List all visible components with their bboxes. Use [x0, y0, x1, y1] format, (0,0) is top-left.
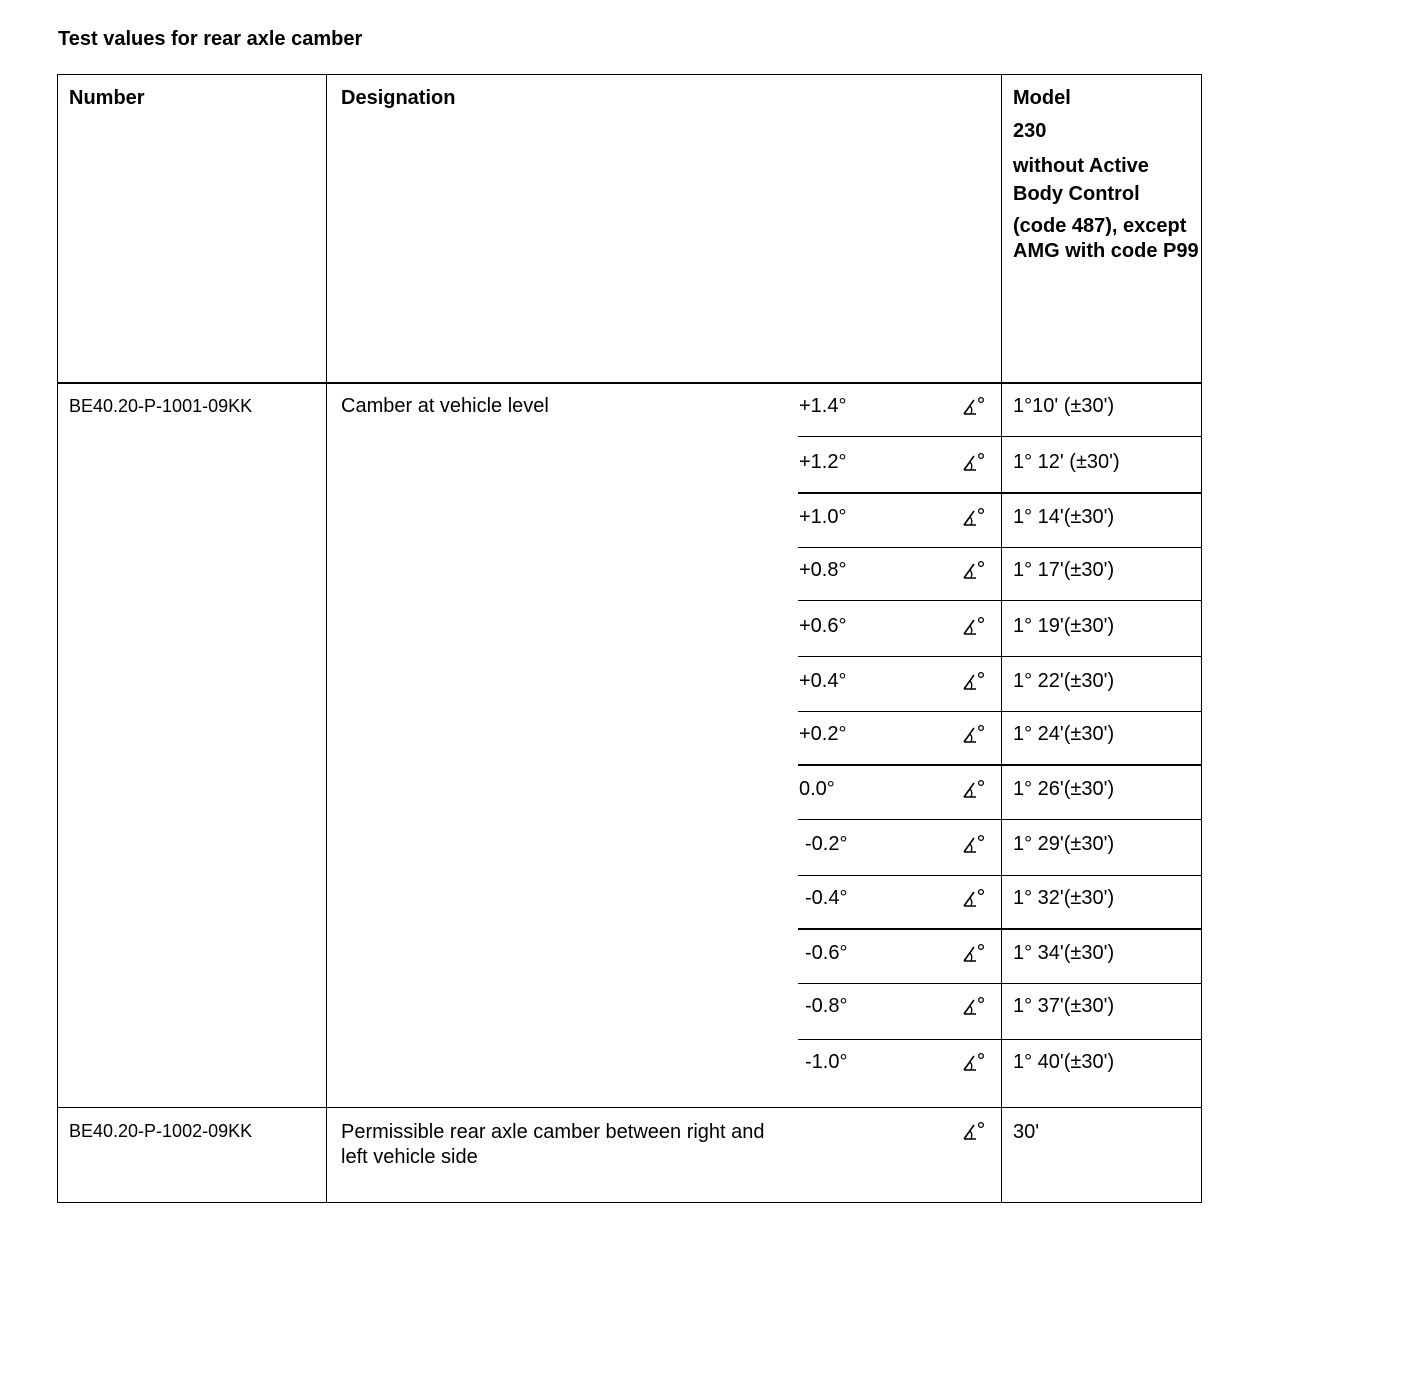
angle-degree-icon: [961, 506, 987, 528]
value-row-divider: [798, 492, 1202, 494]
value-row-divider: [798, 983, 1202, 984]
row-divider: [57, 1107, 1202, 1108]
camber-value: 1° 29'(±30'): [1013, 833, 1115, 855]
camber-value: 1° 17'(±30'): [1013, 559, 1115, 581]
value-row-divider: [798, 547, 1202, 548]
value-row-divider: [798, 656, 1202, 657]
camber-value: 1° 12' (±30'): [1013, 451, 1120, 473]
vehicle-level-value: -0.8°: [805, 995, 848, 1017]
angle-degree-icon: [961, 942, 987, 964]
angle-degree-icon: [961, 887, 987, 909]
camber-value: 1° 14'(±30'): [1013, 506, 1115, 528]
header-model-line1: without Active Body Control: [1013, 155, 1149, 205]
value-row-divider: [798, 436, 1202, 437]
angle-degree-icon: [961, 615, 987, 637]
camber-value: 1° 34'(±30'): [1013, 942, 1115, 964]
angle-degree-icon: [961, 395, 987, 417]
vehicle-level-value: +0.2°: [799, 723, 847, 745]
value-row-divider: [798, 711, 1202, 712]
camber-value: 1° 37'(±30'): [1013, 995, 1115, 1017]
header-model-code: 230: [1013, 120, 1047, 142]
angle-degree-icon: [961, 451, 987, 473]
vehicle-level-value: -0.4°: [805, 887, 848, 909]
camber-value: 1°10' (±30'): [1013, 395, 1115, 417]
angle-degree-icon: [961, 1120, 987, 1142]
camber-value: 1° 19'(±30'): [1013, 615, 1115, 637]
permissible-camber-value: 30': [1013, 1121, 1040, 1143]
vehicle-level-value: -0.6°: [805, 942, 848, 964]
vehicle-level-value: 0.0°: [799, 778, 835, 800]
value-row-divider: [798, 1039, 1202, 1040]
row-designation: Camber at vehicle level: [341, 395, 549, 417]
vehicle-level-value: +1.0°: [799, 506, 847, 528]
camber-value: 1° 32'(±30'): [1013, 887, 1115, 909]
angle-degree-icon: [961, 1051, 987, 1073]
row-number: BE40.20-P-1001-09KK: [69, 396, 253, 416]
header-divider: [57, 382, 1202, 384]
angle-degree-icon: [961, 778, 987, 800]
camber-value: 1° 40'(±30'): [1013, 1051, 1115, 1073]
header-model-label: Model: [1013, 87, 1071, 109]
vehicle-level-value: -1.0°: [805, 1051, 848, 1073]
angle-degree-icon: [961, 559, 987, 581]
value-row-divider: [798, 819, 1202, 820]
header-model-line2: (code 487), except AMG with code P99: [1013, 215, 1199, 262]
angle-degree-icon: [961, 723, 987, 745]
vehicle-level-value: +1.4°: [799, 395, 847, 417]
header-designation: Designation: [341, 87, 456, 109]
vehicle-level-value: +0.8°: [799, 559, 847, 581]
value-row-divider: [798, 928, 1202, 930]
vehicle-level-value: -0.2°: [805, 833, 848, 855]
row-designation: Permissible rear axle camber between right and left vehicle side: [341, 1121, 765, 1168]
column-divider: [1001, 74, 1002, 1203]
page-title: Test values for rear axle camber: [58, 28, 363, 50]
angle-degree-icon: [961, 670, 987, 692]
vehicle-level-value: +0.6°: [799, 615, 847, 637]
column-divider: [326, 74, 327, 1203]
value-row-divider: [798, 600, 1202, 601]
camber-value: 1° 24'(±30'): [1013, 723, 1115, 745]
value-row-divider: [798, 875, 1202, 876]
header-model: [1013, 86, 1199, 264]
angle-degree-icon: [961, 995, 987, 1017]
header-number: Number: [69, 87, 145, 109]
row-number: BE40.20-P-1002-09KK: [69, 1121, 253, 1141]
value-row-divider: [798, 764, 1202, 766]
camber-value: 1° 26'(±30'): [1013, 778, 1115, 800]
camber-value: 1° 22'(±30'): [1013, 670, 1115, 692]
vehicle-level-value: +1.2°: [799, 451, 847, 473]
angle-degree-icon: [961, 833, 987, 855]
vehicle-level-value: +0.4°: [799, 670, 847, 692]
